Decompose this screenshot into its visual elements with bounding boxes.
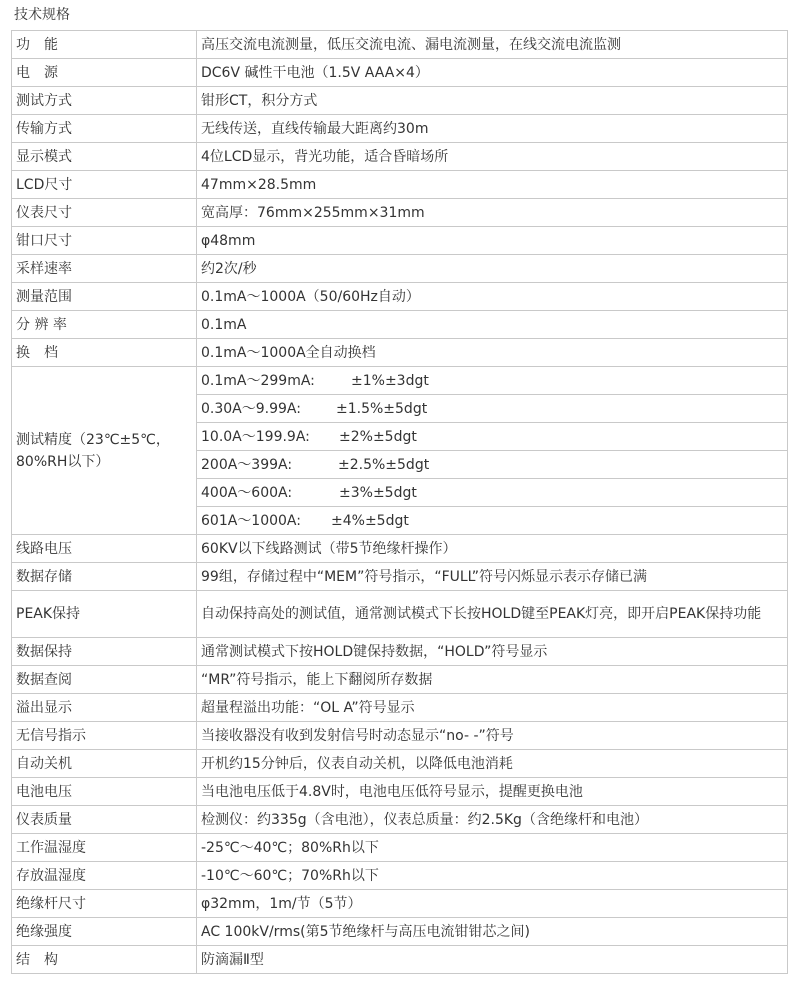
spec-value: 无线传送，直线传输最大距离约30m [197, 115, 788, 143]
accuracy-value [197, 507, 788, 535]
spec-label: 绝缘强度 [12, 918, 197, 946]
spec-label: 钳口尺寸 [12, 227, 197, 255]
spec-label: 数据查阅 [12, 666, 197, 694]
accuracy-range: 0.30A～9.99A: [201, 400, 301, 417]
spec-value: 0.1mA [197, 311, 788, 339]
table-row [12, 115, 788, 143]
spec-label: 溢出显示 [12, 694, 197, 722]
spec-label: 数据保持 [12, 638, 197, 666]
spec-value: 开机约15分钟后，仪表自动关机，以降低电池消耗 [197, 750, 788, 778]
spec-value: DC6V 碱性干电池（1.5V AAA×4） [197, 59, 788, 87]
spec-label: 仪表尺寸 [12, 199, 197, 227]
spec-value: 自动保持高处的测试值，通常测试模式下长按HOLD键至PEAK灯亮，即开启PEAK保持功能 [197, 591, 788, 638]
spec-label: 仪表质量 [12, 806, 197, 834]
spec-value: 超量程溢出功能：“OL A”符号显示 [197, 694, 788, 722]
spec-value: 检测仪：约335g（含电池），仪表总质量：约2.5Kg（含绝缘杆和电池） [197, 806, 788, 834]
spec-label: LCD尺寸 [12, 171, 197, 199]
spec-label: 测量范围 [12, 283, 197, 311]
spec-label: 结 构 [12, 946, 197, 974]
spec-label: 传输方式 [12, 115, 197, 143]
accuracy-row [12, 367, 788, 395]
spec-value: 当接收器没有收到发射信号时动态显示“no- -”符号 [197, 722, 788, 750]
spec-value: 约2次/秒 [197, 255, 788, 283]
spec-value: AC 100kV/rms(第5节绝缘杆与高压电流钳钳芯之间) [197, 918, 788, 946]
table-row [12, 227, 788, 255]
table-row [12, 806, 788, 834]
spec-value: -25℃～40℃；80%Rh以下 [197, 834, 788, 862]
accuracy-error: ±2%±5dgt [339, 428, 417, 445]
spec-value: 宽高厚：76mm×255mm×31mm [197, 199, 788, 227]
table-row [12, 638, 788, 666]
spec-value: 0.1mA～1000A全自动换档 [197, 339, 788, 367]
accuracy-range: 200A～399A: [201, 456, 293, 473]
spec-label: 自动关机 [12, 750, 197, 778]
table-row [12, 255, 788, 283]
spec-label: 换 档 [12, 339, 197, 367]
spec-label: 采样速率 [12, 255, 197, 283]
accuracy-error: ±2.5%±5dgt [338, 456, 430, 473]
spec-value: 0.1mA～1000A（50/60Hz自动） [197, 283, 788, 311]
accuracy-error: ±3%±5dgt [339, 484, 417, 501]
spec-label: 分 辨 率 [12, 311, 197, 339]
table-row [12, 694, 788, 722]
spec-label: 存放温湿度 [12, 862, 197, 890]
table-row [12, 311, 788, 339]
spec-value: 防滴漏Ⅱ型 [197, 946, 788, 974]
spec-value: 高压交流电流测量，低压交流电流、漏电流测量，在线交流电流监测 [197, 31, 788, 59]
accuracy-value [197, 451, 788, 479]
table-row [12, 666, 788, 694]
accuracy-range: 10.0A～199.9A: [201, 428, 310, 445]
spec-value: “MR”符号指示，能上下翻阅所存数据 [197, 666, 788, 694]
accuracy-value [197, 479, 788, 507]
spec-value: 60KV以下线路测试（带5节绝缘杆操作） [197, 535, 788, 563]
accuracy-error: ±1%±3dgt [351, 372, 429, 389]
spec-label: PEAK保持 [12, 591, 197, 638]
spec-value: φ32mm，1m/节（5节） [197, 890, 788, 918]
spec-value: φ48mm [197, 227, 788, 255]
table-row [12, 778, 788, 806]
table-row [12, 918, 788, 946]
spec-label: 显示模式 [12, 143, 197, 171]
accuracy-value [197, 367, 788, 395]
spec-table [11, 30, 788, 974]
table-row [12, 535, 788, 563]
accuracy-value [197, 423, 788, 451]
table-row [12, 946, 788, 974]
table-row [12, 834, 788, 862]
spec-caption: 技术规格 [14, 7, 70, 23]
accuracy-range: 601A～1000A: [201, 512, 301, 529]
table-row [12, 750, 788, 778]
table-row [12, 722, 788, 750]
spec-value: 4位LCD显示，背光功能，适合昏暗场所 [197, 143, 788, 171]
spec-value: 当电池电压低于4.8V时，电池电压低符号显示，提醒更换电池 [197, 778, 788, 806]
spec-label: 数据存储 [12, 563, 197, 591]
spec-value: 通常测试模式下按HOLD键保持数据，“HOLD”符号显示 [197, 638, 788, 666]
accuracy-range: 400A～600A: [201, 484, 293, 501]
table-row [12, 31, 788, 59]
accuracy-value [197, 395, 788, 423]
accuracy-error: ±1.5%±5dgt [336, 400, 428, 417]
spec-label: 工作温湿度 [12, 834, 197, 862]
spec-value: 99组，存储过程中“MEM”符号指示，“FULL”符号闪烁显示表示存储已满 [197, 563, 788, 591]
table-row [12, 890, 788, 918]
spec-label: 无信号指示 [12, 722, 197, 750]
table-row [12, 283, 788, 311]
table-row [12, 143, 788, 171]
table-row [12, 563, 788, 591]
table-row [12, 339, 788, 367]
accuracy-range: 0.1mA～299mA: [201, 372, 315, 389]
spec-label: 功 能 [12, 31, 197, 59]
accuracy-label: 测试精度（23℃±5℃，80%RH以下） [12, 367, 197, 535]
spec-label: 电池电压 [12, 778, 197, 806]
spec-label: 绝缘杆尺寸 [12, 890, 197, 918]
spec-label: 电 源 [12, 59, 197, 87]
accuracy-error: ±4%±5dgt [331, 512, 409, 529]
table-row [12, 862, 788, 890]
spec-label: 测试方式 [12, 87, 197, 115]
spec-label: 线路电压 [12, 535, 197, 563]
table-row [12, 591, 788, 638]
spec-value: 钳形CT，积分方式 [197, 87, 788, 115]
table-row [12, 199, 788, 227]
spec-value: 47mm×28.5mm [197, 171, 788, 199]
table-row [12, 171, 788, 199]
spec-value: -10℃～60℃；70%Rh以下 [197, 862, 788, 890]
table-row [12, 87, 788, 115]
table-row [12, 59, 788, 87]
